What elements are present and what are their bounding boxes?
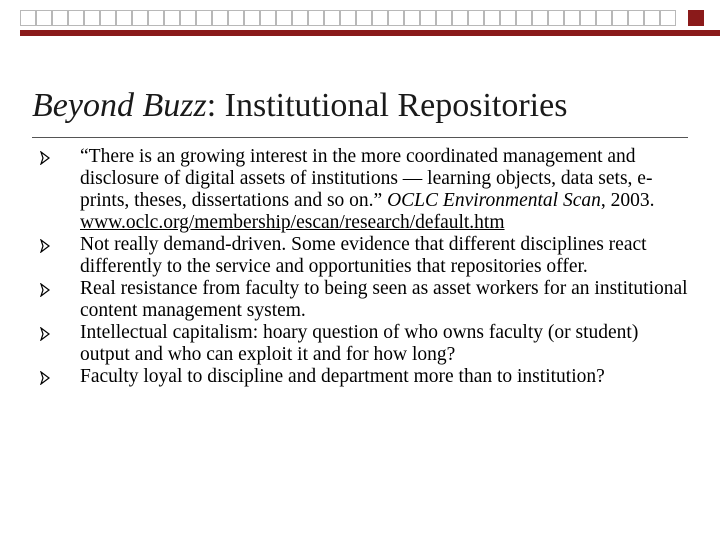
grid-square: [468, 10, 484, 26]
header-decoration: [20, 10, 700, 36]
grid-square: [36, 10, 52, 26]
grid-square: [404, 10, 420, 26]
grid-square: [292, 10, 308, 26]
grid-square: [436, 10, 452, 26]
bullet-text: Not really demand-driven. Some evidence that different disciplines react differently to the service and opportunities that repositories offer.: [80, 234, 647, 277]
bullet-quote-end: , 2003.: [600, 190, 655, 211]
arrowhead-bullet-icon: [40, 371, 50, 385]
bullet-item: [30, 146, 690, 234]
grid-square: [388, 10, 404, 26]
grid-square: [644, 10, 660, 26]
bullet-item: [30, 322, 690, 366]
grid-square: [148, 10, 164, 26]
grid-square: [484, 10, 500, 26]
bullet-item: [30, 234, 690, 278]
bullet-text: Real resistance from faculty to being seen as asset workers for an institutional content management system.: [80, 278, 688, 321]
grid-square: [84, 10, 100, 26]
grid-square: [132, 10, 148, 26]
grid-square: [260, 10, 276, 26]
escan-link[interactable]: www.oclc.org/membership/escan/research/default.htm: [80, 212, 505, 233]
bullet-item: [30, 366, 690, 388]
grid-square: [20, 10, 36, 26]
grid-square: [660, 10, 676, 26]
accent-bar: [20, 30, 720, 36]
arrowhead-bullet-icon: [40, 327, 50, 341]
grid-square: [548, 10, 564, 26]
bullet-text: Intellectual capitalism: hoary question of who owns faculty (or student) output and who can exploit it and for how long?: [80, 322, 639, 365]
title-rest: : Institutional Repositories: [206, 87, 568, 124]
grid-square: [324, 10, 340, 26]
bullet-quote: “There is an growing interest in the more coordinated management and disclosure of digital assets of institutions — learning objects, data sets, e-prints, theses, dissertations and so on.”: [80, 146, 653, 211]
grid-square: [596, 10, 612, 26]
grid-square: [52, 10, 68, 26]
grid-square: [68, 10, 84, 26]
slide-title: [32, 86, 702, 126]
bullet-text: Faculty loyal to discipline and department more than to institution?: [80, 366, 605, 387]
grid-square: [276, 10, 292, 26]
bullet-citation: OCLC Environmental Scan: [387, 190, 601, 211]
arrowhead-bullet-icon: [40, 239, 50, 253]
grid-square: [420, 10, 436, 26]
grid-square: [564, 10, 580, 26]
grid-square: [212, 10, 228, 26]
grid-square: [612, 10, 628, 26]
grid-square: [244, 10, 260, 26]
grid-square: [580, 10, 596, 26]
grid-square: [340, 10, 356, 26]
grid-square: [164, 10, 180, 26]
title-italic-part: Beyond Buzz: [32, 87, 207, 124]
grid-square: [516, 10, 532, 26]
grid-square: [628, 10, 644, 26]
grid-square: [228, 10, 244, 26]
grid-square: [308, 10, 324, 26]
bullet-item: [30, 278, 690, 322]
arrowhead-bullet-icon: [40, 151, 50, 165]
bullet-list: [30, 146, 690, 388]
grid-square: [500, 10, 516, 26]
grid-square: [452, 10, 468, 26]
title-divider: [32, 137, 688, 138]
grid-square: [196, 10, 212, 26]
grid-square: [356, 10, 372, 26]
grid-square: [180, 10, 196, 26]
grid-square: [100, 10, 116, 26]
accent-square: [688, 10, 704, 26]
arrowhead-bullet-icon: [40, 283, 50, 297]
grid-square: [532, 10, 548, 26]
grid-square: [116, 10, 132, 26]
grid-square: [372, 10, 388, 26]
